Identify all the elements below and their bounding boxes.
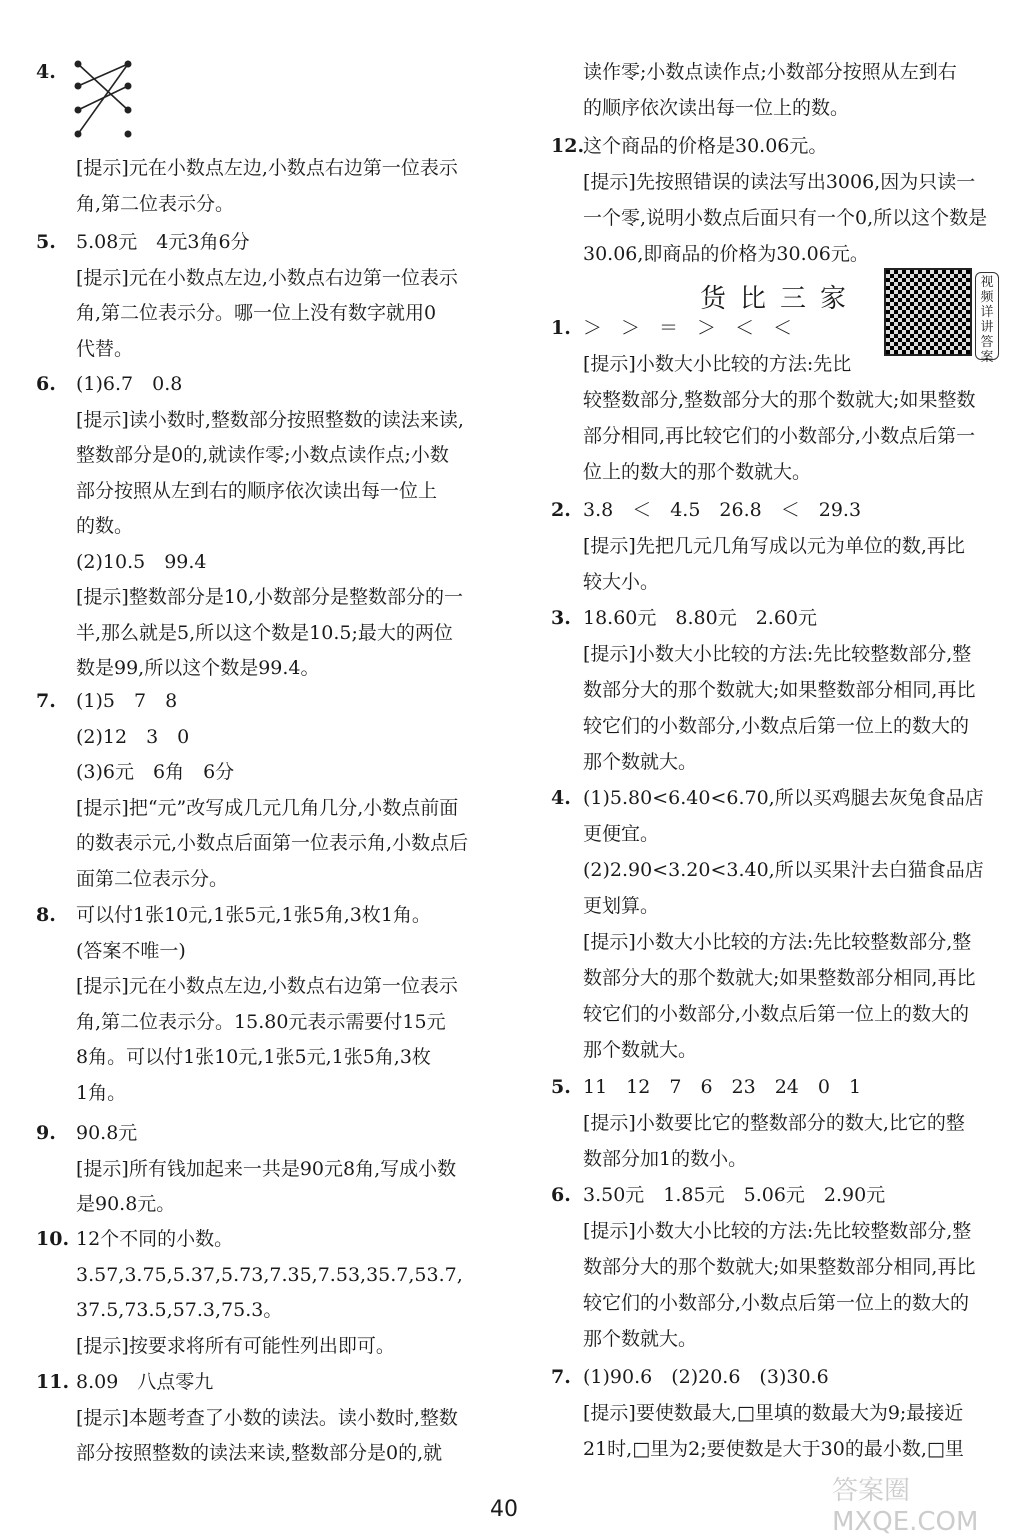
question-number: 10. [36, 1228, 70, 1250]
question-number: 1. [551, 317, 571, 339]
answer-line: 更划算。 [583, 895, 660, 917]
answer-line: [提示]先把几元几角写成以元为单位的数,再比 [583, 535, 965, 557]
answer-line: 的顺序依次读出每一位上的数。 [583, 97, 850, 119]
watermark: 答案圈 MXQE.COM [832, 1476, 979, 1537]
answer-line: 这个商品的价格是30.06元。 [583, 135, 828, 157]
answer-line: (2)12 3 0 [76, 725, 190, 748]
answer-line: (1)6.7 0.8 [76, 373, 183, 395]
answer-line: [提示]小数大小比较的方法:先比较整数部分,整 [583, 643, 972, 665]
answer-line: 90.8元 [76, 1122, 138, 1144]
answer-line: (1)5 7 8 [76, 690, 178, 712]
qr-label: 视频详讲答案 [975, 272, 999, 360]
answer-line: 更便宜。 [583, 823, 660, 845]
answer-line: [提示]元在小数点左边,小数点右边第一位表示 [76, 975, 458, 997]
answer-line: 半,那么就是5,所以这个数是10.5;最大的两位 [76, 621, 453, 644]
answer-line: 3.8 ＜ 4.5 26.8 ＜ 29.3 [583, 499, 862, 521]
answer-line: (2)10.5 99.4 [76, 550, 207, 573]
answer-line: 的数。 [76, 515, 134, 537]
answer-line: [提示]元在小数点左边,小数点右边第一位表示 [76, 266, 458, 289]
answer-line: 整数部分是0的,就读作零;小数点读作点;小数 [76, 444, 449, 466]
question-number: 4. [36, 61, 56, 83]
answer-line: [提示]先按照错误的读法写出3006,因为只读一 [583, 171, 976, 193]
answer-line: [提示]小数大小比较的方法:先比较整数部分,整 [583, 1220, 972, 1242]
matching-lines-figure [70, 58, 140, 142]
answer-line: [提示]把“元”改写成几元几角几分,小数点前面 [76, 796, 459, 819]
question-number: 5. [36, 231, 56, 253]
answer-line: [提示]元在小数点左边,小数点右边第一位表示 [76, 157, 458, 179]
answer-line: 部分相同,再比较它们的小数部分,小数点后第一 [583, 425, 976, 447]
answer-line: [提示]所有钱加起来一共是90元8角,写成小数 [76, 1157, 457, 1180]
question-number: 7. [36, 690, 56, 712]
answer-line: [提示]按要求将所有可能性列出即可。 [76, 1334, 395, 1357]
answer-line: [提示]小数大小比较的方法:先比较整数部分,整 [583, 931, 972, 953]
answer-line: [提示]读小数时,整数部分按照整数的读法来读, [76, 408, 464, 431]
answer-line: (2)2.90<3.20<3.40,所以买果汁去白猫食品店 [583, 859, 984, 881]
question-number: 7. [551, 1366, 571, 1388]
question-number: 8. [36, 904, 56, 926]
answer-line: [提示]整数部分是10,小数部分是整数部分的一 [76, 586, 464, 608]
answer-line: 位上的数大的那个数就大。 [583, 461, 812, 483]
question-number: 6. [551, 1184, 571, 1206]
answer-line: ＞ ＞ ＝ ＞ ＜ ＜ [583, 317, 793, 339]
answer-line: 角,第二位表示分。哪一位上没有数字就用0 [76, 302, 437, 324]
answer-line: [提示]小数要比它的整数部分的数大,比它的整 [583, 1112, 965, 1134]
answer-line: 那个数就大。 [583, 751, 698, 773]
answer-line: 是90.8元。 [76, 1193, 176, 1215]
answer-line: (1)90.6 (2)20.6 (3)30.6 [583, 1366, 829, 1388]
answer-line: 较它们的小数部分,小数点后第一位上的数大的 [583, 1003, 970, 1025]
answer-line: 数部分大的那个数就大;如果整数部分相同,再比 [583, 679, 976, 701]
answer-line: 37.5,73.5,57.3,75.3。 [76, 1299, 283, 1321]
answer-line: 11 12 7 6 23 24 0 1 [583, 1076, 862, 1098]
answer-line: 数部分加1的数小。 [583, 1148, 748, 1170]
answer-line: 较它们的小数部分,小数点后第一位上的数大的 [583, 1292, 970, 1314]
question-number: 11. [36, 1371, 70, 1393]
answer-line: 3.50元 1.85元 5.06元 2.90元 [583, 1184, 886, 1206]
question-number: 2. [551, 499, 571, 521]
qr-code-icon[interactable] [884, 268, 972, 356]
answer-line: 可以付1张10元,1张5元,1张5角,3枚1角。 [76, 904, 431, 926]
answer-line: 那个数就大。 [583, 1039, 698, 1061]
answer-line: 那个数就大。 [583, 1328, 698, 1350]
answer-line: 1角。 [76, 1081, 127, 1104]
answer-line: 角,第二位表示分。15.80元表示需要付15元 [76, 1010, 446, 1033]
answer-line: 数部分大的那个数就大;如果整数部分相同,再比 [583, 967, 976, 989]
question-number: 6. [36, 373, 56, 395]
answer-line: 5.08元 4元3角6分 [76, 231, 250, 253]
answer-line: 代替。 [76, 337, 134, 360]
question-number: 12. [551, 135, 585, 157]
answer-line: 一个零,说明小数点后面只有一个0,所以这个数是 [583, 207, 988, 229]
answer-line: 3.57,3.75,5.37,5.73,7.35,7.53,35.7,53.7, [76, 1263, 463, 1286]
answer-line: 读作零;小数点读作点;小数部分按照从左到右 [583, 61, 957, 83]
answer-line: 的数表示元,小数点后面第一位表示角,小数点后 [76, 832, 469, 854]
answer-line: 较大小。 [583, 571, 660, 593]
answer-line: 部分按照整数的读法来读,整数部分是0的,就 [76, 1442, 443, 1464]
answer-line: 较它们的小数部分,小数点后第一位上的数大的 [583, 715, 970, 737]
answer-line: 18.60元 8.80元 2.60元 [583, 607, 818, 629]
answer-line: 角,第二位表示分。 [76, 192, 235, 215]
question-number: 3. [551, 607, 571, 629]
answer-line: (3)6元 6角 6分 [76, 761, 235, 783]
answer-line: [提示]要使数最大,□里填的数最大为9;最接近 [583, 1402, 964, 1424]
answer-line: 数部分大的那个数就大;如果整数部分相同,再比 [583, 1256, 976, 1278]
question-number: 4. [551, 787, 571, 809]
answer-line: 12个不同的小数。 [76, 1228, 234, 1250]
answer-line: 8角。可以付1张10元,1张5元,1张5角,3枚 [76, 1046, 431, 1068]
answer-line: 8.09 八点零九 [76, 1371, 214, 1393]
section-title: 货比三家 [700, 284, 861, 314]
answer-line: 较整数部分,整数部分大的那个数就大;如果整数 [583, 389, 976, 411]
answer-line: 面第二位表示分。 [76, 867, 229, 890]
answer-line: (1)5.80<6.40<6.70,所以买鸡腿去灰兔食品店 [583, 787, 984, 809]
page-number: 40 [490, 1497, 518, 1522]
answer-line: (答案不唯一) [76, 939, 186, 962]
answer-line: 部分按照从左到右的顺序依次读出每一位上 [76, 479, 438, 502]
question-number: 5. [551, 1076, 571, 1098]
answer-line: [提示]本题考查了小数的读法。读小数时,整数 [76, 1406, 458, 1429]
answer-line: 数是99,所以这个数是99.4。 [76, 657, 320, 679]
answer-line: [提示]小数大小比较的方法:先比 [583, 353, 852, 375]
question-number: 9. [36, 1122, 56, 1144]
answer-line: 21时,□里为2;要使数是大于30的最小数,□里 [583, 1438, 964, 1460]
answer-line: 30.06,即商品的价格为30.06元。 [583, 243, 869, 265]
